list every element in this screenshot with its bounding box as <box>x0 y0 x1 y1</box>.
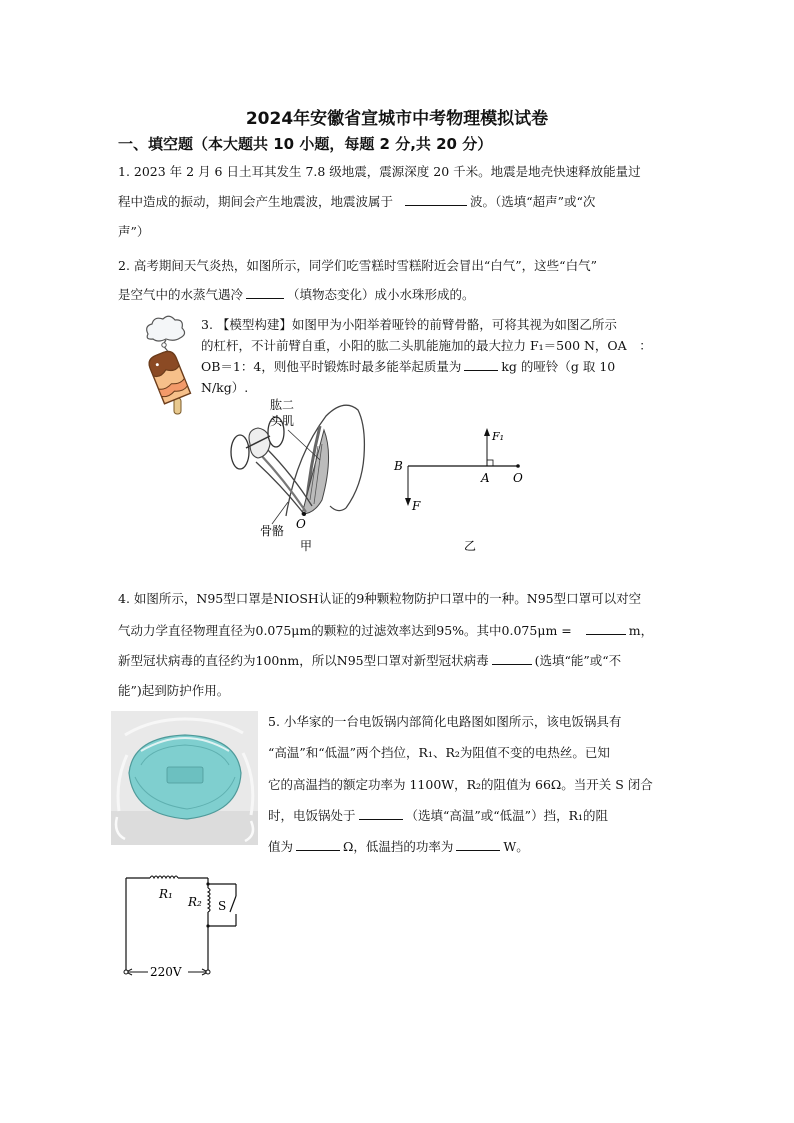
label-F1: F₁ <box>492 430 505 443</box>
caption-jia: 甲 <box>300 539 313 553</box>
q4-answer-blank-1[interactable] <box>586 622 626 635</box>
q5-line1: 5. 小华家的一台电饭锅内部简化电路图如图所示，该电饭锅具有 <box>268 714 622 729</box>
bone-label: 骨骼 <box>260 524 285 538</box>
q4-text-d: (选填“能”或“不 <box>534 653 622 668</box>
muscle-label-2: 头肌 <box>270 414 295 428</box>
q1-line1: 1. 2023 年 2 月 6 日土耳其发生 7.8 级地震，震源深度 20 千米。地震是地壳快速释放能量过 <box>118 164 641 179</box>
arm-figure-jia <box>226 396 386 556</box>
q3-line3 <box>201 358 615 376</box>
circuit-diagram <box>118 866 248 984</box>
q2-text-a: 是空气中的水蒸气遇冷 <box>118 287 244 302</box>
q5-line5 <box>268 838 529 856</box>
q5-text-e: W。 <box>503 839 529 854</box>
q5-answer-blank-2[interactable] <box>296 838 340 851</box>
q2-answer-blank[interactable] <box>246 286 284 299</box>
q4-text-a: 气动力学直径物理直径为0.075μm的颗粒的过滤效率达到95%。其中0.075μm = <box>118 623 572 638</box>
voltage-label: 220V <box>150 965 182 979</box>
exam-title: 2024年安徽省宣城市中考物理模拟试卷 <box>245 109 549 129</box>
q4-text-b: m， <box>628 623 654 638</box>
switch-label: S <box>218 899 227 913</box>
q3-answer-blank[interactable] <box>464 358 498 371</box>
q1-line2 <box>118 193 595 211</box>
q5-text-d: Ω，低温挡的功率为 <box>343 839 454 854</box>
q2-text-b: （填物态变化）成小水珠形成的。 <box>287 287 475 302</box>
label-O: O <box>513 471 523 485</box>
q3-line1: 3. 【模型构建】如图甲为小阳举着哑铃的前臂骨骼，可将其视为如图乙所示 <box>201 317 617 332</box>
r2-label: R₂ <box>188 895 202 909</box>
q3-text-b: kg 的哑铃（g 取 10 <box>501 359 616 374</box>
q1-answer-blank[interactable] <box>405 193 467 206</box>
q3-line2: 的杠杆，不计前臂自重，小阳的肱二头肌能施加的最大拉力 F₁＝500 N，OA ： <box>201 338 652 353</box>
ice-cream-image <box>140 312 196 418</box>
pivot-label-jia: O <box>296 517 306 531</box>
q4-line1: 4. 如图所示，N95型口罩是NIOSH认证的9种颗粒物防护口罩中的一种。N95型口罩可以对空 <box>118 591 642 606</box>
q5-line2: “高温”和“低温”两个挡位，R₁、R₂为阻值不变的电热丝。已知 <box>268 745 610 760</box>
r1-label: R₁ <box>159 887 173 901</box>
label-A: A <box>481 471 490 485</box>
muscle-label-1: 肱二 <box>270 398 295 412</box>
q4-line3 <box>118 652 621 670</box>
q4-text-c: 新型冠状病毒的直径约为100nm，所以N95型口罩对新型冠状病毒 <box>118 653 489 668</box>
q5-answer-blank-1[interactable] <box>359 807 403 820</box>
q4-line2 <box>118 622 653 640</box>
label-B: B <box>394 459 403 473</box>
q4-answer-blank-2[interactable] <box>492 652 532 665</box>
q1-text-a: 程中造成的振动，期间会产生地震波，地震波属于 <box>118 194 394 209</box>
caption-yi: 乙 <box>464 539 477 552</box>
q2-line2 <box>118 286 475 304</box>
q1-line3: 声”） <box>118 224 150 239</box>
q5-text-a: 时，电饭锅处于 <box>268 808 356 823</box>
switch-s-symbol <box>230 896 236 912</box>
q3-line4: N/kg）. <box>201 380 249 395</box>
section-heading: 一、填空题（本大题共 10 小题，每题 2 分,共 20 分） <box>118 135 493 153</box>
q5-text-b: （选填“高温”或“低温”）挡，R₁的阻 <box>405 808 609 823</box>
q1-text-b: 波。（选填“超声”或“次 <box>470 194 596 209</box>
q4-line4: 能”)起到防护作用。 <box>118 683 230 698</box>
q3-text-a: OB＝1：4，则他平时锻炼时最多能举起质量为 <box>201 359 462 374</box>
q5-text-c: 值为 <box>268 839 294 854</box>
lever-figure-yi <box>392 424 532 552</box>
n95-mask-image <box>111 711 258 845</box>
resistor-r2-symbol <box>208 888 210 912</box>
resistor-r1-symbol <box>150 876 178 878</box>
q5-answer-blank-3[interactable] <box>456 838 500 851</box>
q2-line1: 2. 高考期间天气炎热，如图所示，同学们吃雪糕时雪糕附近会冒出“白气”，这些“白气” <box>118 258 597 273</box>
q5-line3: 它的高温挡的额定功率为 1100W，R₂的阻值为 66Ω。当开关 S 闭合 <box>268 777 653 792</box>
q5-line4 <box>268 807 608 825</box>
label-F: F <box>412 499 421 513</box>
